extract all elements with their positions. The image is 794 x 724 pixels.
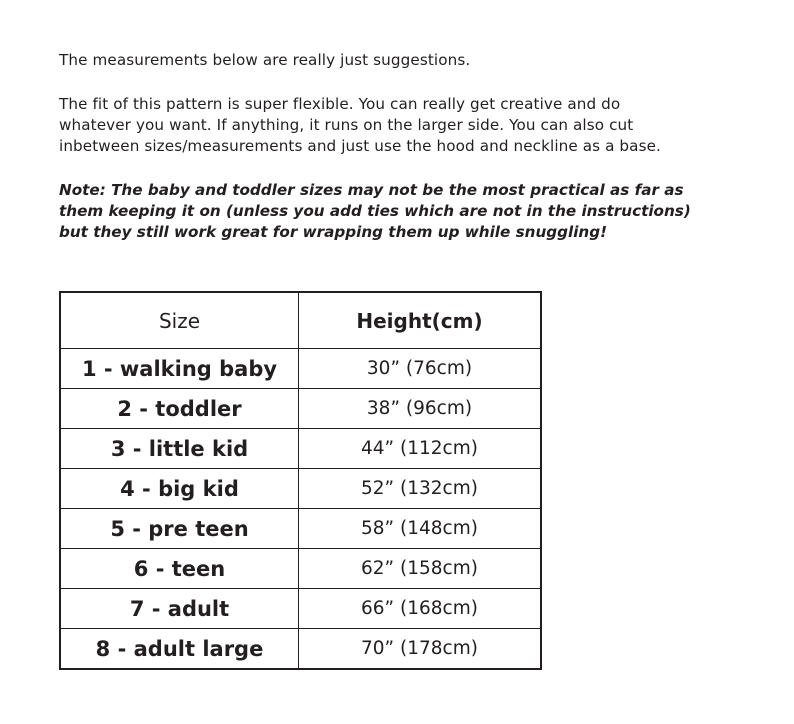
height-column-header: Height(cm) [299,292,542,349]
size-cell: 1 - walking baby [60,349,299,389]
table-row [60,549,541,589]
table-row [60,469,541,509]
size-chart-table [59,291,542,670]
intro-paragraph [59,50,470,71]
note-paragraph [59,180,691,243]
note-line: them keeping it on (unless you add ties which are not in the instructions) [59,202,691,220]
table-row [60,629,541,670]
size-cell: 2 - toddler [60,389,299,429]
size-cell: 5 - pre teen [60,509,299,549]
table-row [60,389,541,429]
note-line: but they still work great for wrapping them up while snuggling! [59,223,608,241]
height-cell: 58” (148cm) [299,509,542,549]
height-cell: 44” (112cm) [299,429,542,469]
fit-paragraph [59,94,661,157]
height-cell: 52” (132cm) [299,469,542,509]
size-cell: 4 - big kid [60,469,299,509]
height-cell: 70” (178cm) [299,629,542,670]
size-column-header: Size [60,292,299,349]
table-row [60,429,541,469]
size-cell: 8 - adult large [60,629,299,670]
note-line: Note: The baby and toddler sizes may not be the most practical as far as [59,181,684,199]
intro-line: The measurements below are really just suggestions. [59,51,471,69]
table-row [60,509,541,549]
height-cell: 38” (96cm) [299,389,542,429]
fit-line: The fit of this pattern is super flexible. You can really get creative and do [59,95,621,113]
height-cell: 66” (168cm) [299,589,542,629]
height-cell: 62” (158cm) [299,549,542,589]
size-cell: 6 - teen [60,549,299,589]
table-row [60,349,541,389]
fit-line: inbetween sizes/measurements and just use the hood and neckline as a base. [59,137,661,155]
height-cell: 30” (76cm) [299,349,542,389]
table-row [60,589,541,629]
size-cell: 7 - adult [60,589,299,629]
size-cell: 3 - little kid [60,429,299,469]
fit-line: whatever you want. If anything, it runs on the larger side. You can also cut [59,116,634,134]
table-header-row [60,292,541,349]
